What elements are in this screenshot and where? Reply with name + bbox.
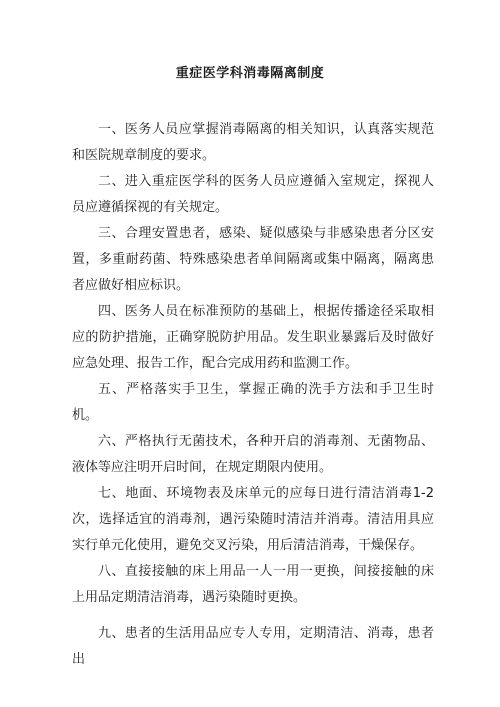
paragraph-1: 一、医务人员应掌握消毒隔离的相关知识，认真落实规范和医院规章制度的要求。: [72, 122, 434, 163]
document-title: 重症医学科消毒隔离制度: [175, 66, 325, 81]
paragraph-6: 六、严格执行无菌技术，各种开启的消毒剂、无菌物品、液体等应注明开启时间，在规定期限内使用。: [72, 434, 434, 475]
document-body: [72, 117, 434, 673]
paragraph-4: 四、医务人员在标准预防的基础上，根据传播途径采取相应的防护措施，正确穿脱防护用品。发生职业暴露后及时做好应急处理、报告工作，配合完成用药和监测工作。: [72, 304, 434, 371]
paragraph-3: 三、合理安置患者，感染、疑似感染与非感染患者分区安置，多重耐药菌、特殊感染患者单间隔离或集中隔离，隔离患者应做好相应标识。: [72, 226, 434, 293]
paragraph-9: 九、患者的生活用品应专人专用，定期清洁、消毒，患者出: [72, 626, 434, 667]
paragraph-7: 七、地面、环境物表及床单元的应每日进行清洁消毒1-2次，选择适宜的消毒剂，遇污染随时清洁并消毒。清洁用具应实行单元化使用，避免交叉污染，用后清洁消毒，干燥保存。: [72, 486, 434, 553]
paragraph-8: 八、直接接触的床上用品一人一用一更换，间接接触的床上用品定期清洁消毒，遇污染随时更换。: [72, 564, 434, 605]
paragraph-2: 二、进入重症医学科的医务人员应遵循入室规定，探视人员应遵循探视的有关规定。: [72, 174, 434, 215]
paragraph-5: 五、严格落实手卫生，掌握正确的洗手方法和手卫生时机。: [72, 382, 434, 423]
